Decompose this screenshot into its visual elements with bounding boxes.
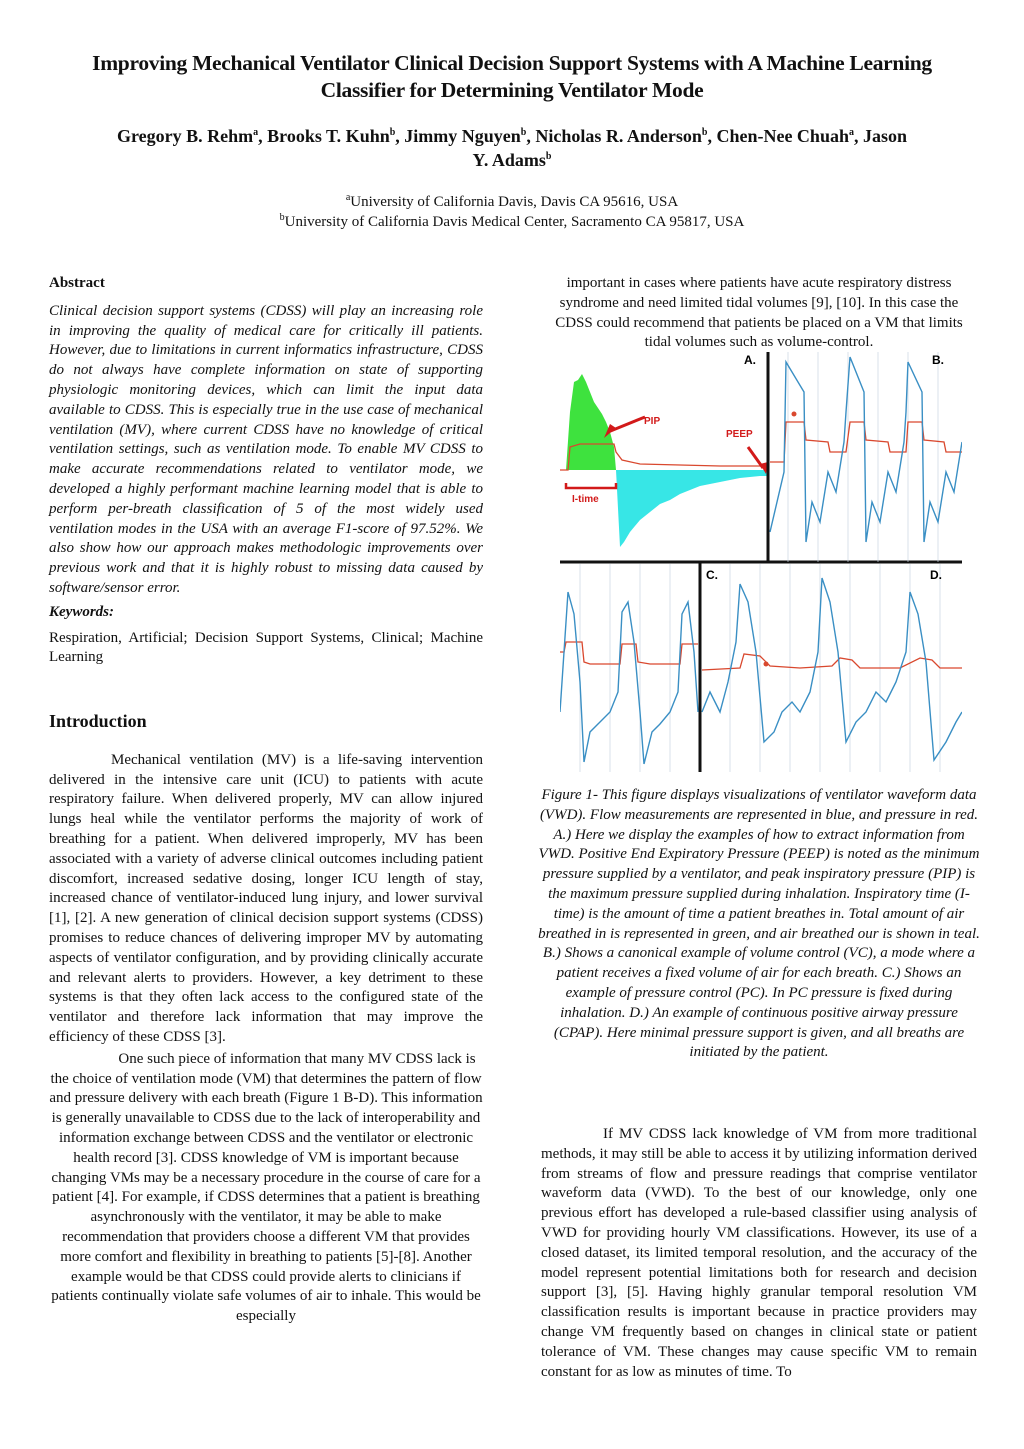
panel-label-b: B. — [932, 353, 944, 367]
author-name: Gregory B. Rehm — [117, 126, 254, 146]
affil-mark: a — [345, 192, 351, 203]
keywords-text: Respiration, Artificial; Decision Support Systems, Clinical; Machine Learning — [49, 629, 483, 666]
introduction-heading: Introduction — [49, 711, 147, 731]
flow-line-d — [702, 578, 962, 760]
author-name: Chen-Nee Chuah — [716, 126, 849, 146]
figure-1 — [560, 352, 962, 772]
author-affil-mark: b — [545, 151, 552, 162]
abstract-section — [49, 274, 483, 668]
author-list: Gregory B. Rehm$^a$, Brooks T. Kuhn$^b$, Jimmy Nguyen$^b$, Nicholas R. Anderson$^b$, Chen-Nee Chuah$^a$, Jason Y. Adams$^b$ — [117, 126, 907, 170]
paper-title — [40, 50, 984, 104]
panel-b — [770, 352, 962, 562]
title-line-2: Classifier for Determining Ventilator Mode — [320, 78, 704, 102]
introduction-section — [49, 712, 483, 1327]
intro-paragraph-3-text: If MV CDSS lack knowledge of VM from more traditional methods, it may still be able to access it by utilizing information derived from streams of flow and pressure readings that comprise ventilator waveform data (VWD). To the best of our knowledge, only one previous effort has developed a rule-based classifier using analysis of VWD for providing hourly VM classifications. However, its use of a closed dataset, its limited temporal resolution, and the accuracy of the model represent potential limitations both for research and decision support [3], [5]. Having highly granular temporal resolution VM classification results is important because in practice providers may change VM frequently based on changes in clinical state or patient tolerance of VM. These changes may cause specific VM to remain constant for as low as minutes of time. To — [541, 1126, 977, 1380]
affil-mark: b — [279, 212, 285, 223]
intro-paragraph-1: Mechanical ventilation (MV) is a life-saving intervention delivered in the intensive care unit (ICU) to patients with acute respiratory failure. When delivered properly, MV can allow injured lungs heal while the ventilator performs the majority of work of breathing for a patient. When delivered improperly, MV has been associated with a variety of adverse clinical outcomes including patient discomfort, increased sedative dosing, longer ICU length of stay, increased chance of ventilator-induced lung injury, and lower survival [1], [2]. A new generation of clinical decision support systems (CDSS) promises to reduce chances of delivering improper MV by automating aspects of ventilator configuration, and by providing clinically accurate and relevant alerts to providers. However, a key detriment to these systems is that they often lack access to the configured state of the ventilator and therefore lack information that may improve the efficiency of these CDSS [3]. — [49, 751, 483, 1045]
figure-1-caption: Figure 1- This figure displays visualizations of ventilator waveform data (VWD). Flow measurements are represented in blue, and pressure in red. A.) Here we display the examples of how to extract information from VWD. Positive End Expiratory Pressure (PEEP) is noted as the minimum pressure supplied by a ventilator, and peak inspiratory pressure (PIP) is the maximum pressure supplied during inhalation. Inspiratory time (I-time) is the amount of time a patient breathes in. Total amount of air breathed in is represented in green, and air breathed our is shown in teal. B.) Shows a canonical example of volume control (VC), a mode where a patient receives a fixed volume of air for each breath. C.) Shows an example of pressure control (PC). In PC pressure is fixed during inhalation. D.) An example of continuous positive airway pressure (CPAP). Here minimal pressure support is given, and all breaths are initiated by the patient. — [538, 787, 980, 1061]
author-affil-mark: a — [848, 127, 854, 138]
author-name: Brooks T. Kuhn — [267, 126, 390, 146]
pip-label: PIP — [644, 416, 661, 427]
abstract-heading: Abstract — [49, 275, 105, 291]
pressure-line-c — [560, 642, 698, 664]
title-line-1: Improving Mechanical Ventilator Clinical Decision Support Systems with A Machine Learning — [92, 51, 932, 75]
author-name: Jason — [862, 126, 907, 146]
flow-line-c — [560, 592, 698, 764]
abstract-text: Clinical decision support systems (CDSS) will play an increasing role in improving the quality of medical care for critically ill patients. However, due to limitations in current informatics infrastructure, CDSS do not always have complete information on state of supporting physiologic monitoring devices, which can limit the input data available to CDSS. This is especially true in the use case of mechanical ventilation (MV), where current CDSS have no knowledge of critical ventilation settings, such as ventilation mode. To enable MV CDSS to make accurate recommendations related to ventilator mode, we developed a highly performant machine learning model that is able to perform per-breath classification of 5 of the most widely used ventilation modes in the USA with an average F1-score of 97.52%. We also show how our approach makes methodologic improvements over previous work and that it is highly robust to missing data caused by software/sensor error. — [49, 302, 483, 596]
panel-label-d: D. — [930, 568, 942, 582]
panel-d — [702, 578, 962, 760]
intro-paragraph-3 — [541, 1125, 977, 1382]
panel-a — [560, 352, 768, 562]
author-affil-mark: b — [701, 127, 708, 138]
author-name: Nicholas R. Anderson — [535, 126, 702, 146]
peep-label: PEEP — [726, 429, 753, 440]
intro-paragraph-2-continued: important in cases where patients have acute respiratory distress syndrome and need limited tidal volumes [9], [10]. In this case the CDSS could recommend that patients be placed on a VM that limits tidal volumes such as volume-control. — [555, 275, 963, 351]
pressure-line-d — [702, 654, 962, 670]
affiliations — [40, 192, 984, 232]
affiliation-a: University of California Davis, Davis CA 95616, USA — [350, 194, 679, 210]
pressure-line-b — [770, 422, 962, 462]
author-name: Y. Adams — [472, 150, 546, 170]
panel-label-c: C. — [706, 568, 718, 582]
flow-line-b — [770, 357, 962, 542]
author-affil-mark: b — [520, 127, 527, 138]
panel-label-a: A. — [744, 353, 756, 367]
affiliation-b: University of California Davis Medical Center, Sacramento CA 95817, USA — [284, 214, 745, 230]
itime-label: I-time — [572, 494, 599, 505]
intro-paragraph-2: One such piece of information that many MV CDSS lack is the choice of ventilation mode (VM) that determines the pattern of flow and pressure delivery with each breath (Figure 1 B-D). This information is generally unavailable to CDSS due to the lack of interoperability and information exchange between CDSS and the ventilator or electronic health record [3]. CDSS knowledge of VM is important because changing VMs may be a necessary procedure in the course of care for a patient [4]. For example, if CDSS determines that a patient is breathing asynchronously with the ventilator, it may be able to make recommendation that providers choose a different VM that provides more comfort and flexibility in breathing to patients [5]-[8]. Another example would be that CDSS could provide alerts to clinicians if patients continually violate safe volumes of air to inhale. This would be especially — [49, 1050, 483, 1325]
keywords-heading: Keywords: — [49, 603, 114, 620]
author-affil-mark: b — [389, 127, 396, 138]
author-affil-mark: a — [253, 127, 259, 138]
author-name: Jimmy Nguyen — [404, 126, 521, 146]
